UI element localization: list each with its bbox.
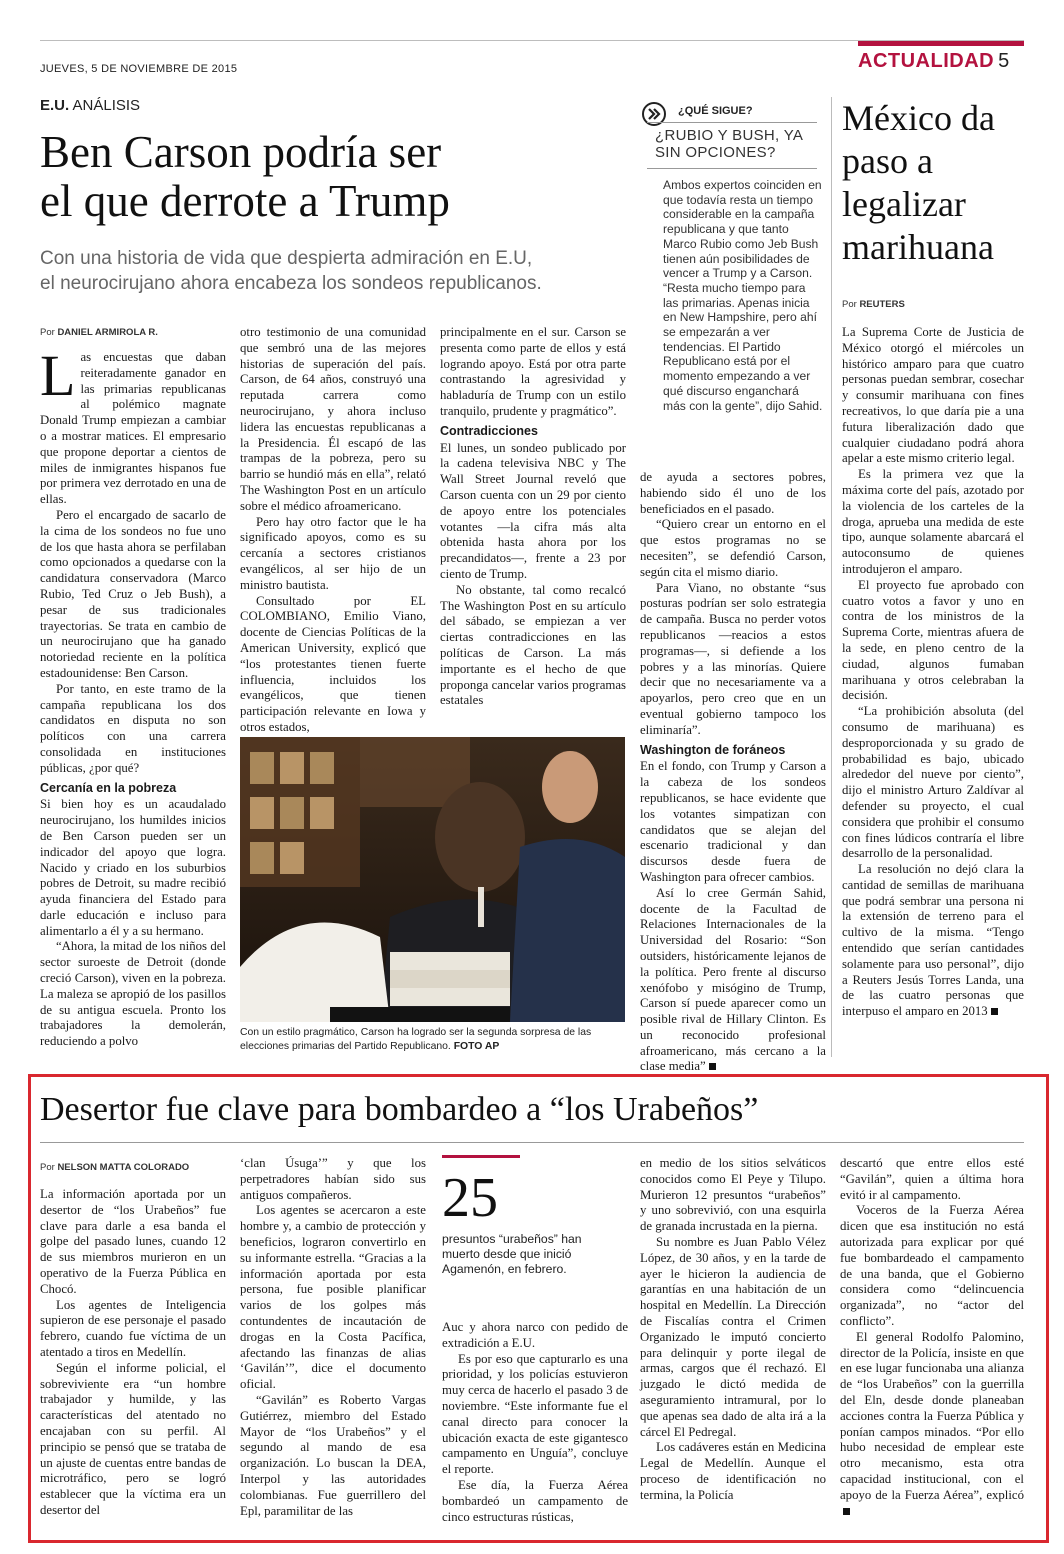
main-column-3	[440, 325, 626, 709]
headline-line-1: Ben Carson podría ser	[40, 127, 442, 177]
end-mark	[843, 1508, 850, 1515]
subhead: Washington de foráneos	[640, 742, 786, 757]
bottom-column-2	[240, 1156, 426, 1519]
main-column-4	[640, 470, 826, 1075]
caption-text: Con un estilo pragmático, Carson ha logrado ser la segunda sorpresa de las elecciones primarias del Partido Republicano.	[240, 1027, 592, 1052]
bottom-headline: Desertor fue clave para bombardeo a “los Urabeños”	[40, 1091, 759, 1128]
paragraph-text: Así lo cree Germán Sahid, docente de la Facultad de Relaciones Internacionales de la Universidad del Rosario: “Son outsiders, históricamente lejanos de la política. Pero frente al discurso xenófobo y misógino de Trump, Carson sí puede aparecer como un posible rival de Hillary Clinton. Es un reconocido profesional afroamericano, más cercano a la clase media”	[640, 885, 826, 1074]
number-accent-bar	[442, 1155, 520, 1158]
paragraph	[640, 886, 826, 1076]
kicker-type: ANÁLISIS	[72, 97, 141, 114]
subhead: Contradicciones	[440, 423, 538, 438]
end-mark	[709, 1063, 716, 1070]
end-mark	[991, 1008, 998, 1015]
paragraph: El proyecto fue aprobado con cuatro votos a favor y uno en contra de los ministros de la Suprema Corte, mientras afuera de la sede, en pleno centro de la ciudad, algunos fumaban marihuana y otros celebraban la decisión.	[842, 577, 1024, 703]
paragraph: descartó que entre ellos esté “Gavilán”, quien a última hora evitó ir al campamento.	[840, 1156, 1024, 1202]
paragraph: “Gavilán” es Roberto Vargas Gutiérrez, miembro del Estado Mayor de “los Urabeños” y el segundo al mando de esa organización. Lo buscan la DEA, Interpol y las autoridades colombianas. Fue guerrillero del Epl, paramilitar de las	[240, 1392, 426, 1518]
news-photo	[240, 737, 625, 1022]
paragraph: El lunes, un sondeo publicado por la cadena televisiva NBC y The Wall Street Journal reveló que Carson cuenta con un 29 por ciento de apoyo entre los potenciales votantes —la cifra más alta obtenida hasta ahora por los precandidatos—, frente a 23 por ciento de Trump.	[440, 440, 626, 581]
paragraph: La Suprema Corte de Justicia de México otorgó el miércoles un histórico amparo para que cuatro personas puedan sembrar, cosechar y consumir marihuana con fines recreativos, lo que daría pie a una futura liberalización dado que cualquier ciudadano podrá ahora apelar a este mismo criterio legal.	[842, 325, 1024, 466]
paragraph: No obstante, tal como recalcó The Washington Post en su artículo del sábado, se empiezan a ver ciertas contradicciones en las políticas de Carson. La más importante es el hecho de que proponga cancelar varios programas estatales	[440, 582, 626, 708]
paragraph	[842, 862, 1024, 1020]
mexico-column	[842, 325, 1024, 1020]
sidebar-rule-top	[647, 122, 817, 123]
paragraph: Es la primera vez que la máxima corte del país, azotado por la violencia de los carteles de la droga, aprueba una medida de este tipo, aunque solamente abarcará el autoconsumo de quienes introdujeron el amparo.	[842, 467, 1024, 576]
dek-line-2: el neurocirujano ahora encabeza los sondeos republicanos.	[40, 273, 542, 294]
paragraph: Consultado por EL COLOMBIANO, Emilio Viano, docente de Ciencias Políticas de la American University, explicó que “los protestantes tienen fuerte influencia, incluidos los evangélicos, que tienen participación relevante en Iowa y otros estados,	[240, 593, 426, 734]
paragraph: Auc y ahora narco con pedido de extradición a E.U.	[442, 1320, 628, 1350]
bottom-column-4	[640, 1156, 826, 1504]
page-number: 5	[998, 50, 1010, 72]
article-kicker	[40, 97, 140, 114]
paragraph: Por tanto, en este tramo de la campaña republicana los dos candidatos en disputa no son políticos con una carrera consolidada en instituciones públicas, ¿por qué?	[40, 681, 226, 775]
byline-prefix: Por	[842, 299, 857, 310]
paragraph: principalmente en el sur. Carson se presenta como parte de ellos y está logrando apoyo. Está por otra parte contrastando la agresividad y habladuría de Trump con un estilo tranquilo, prudente y pragmático”.	[440, 325, 626, 418]
sidebar-question: ¿RUBIO Y BUSH, YA SIN OPCIONES?	[655, 127, 803, 161]
paragraph-text: as encuestas que daban reiteradamente ganador en las primarias republicanas al polémico magnate Donald Trump empiezan a cambiar o a mostrar matices. El empresario que propone deportar a cientos de miles de inmigrantes hispanos fue por primera vez derrotado en una de ellas.	[40, 350, 226, 507]
paragraph: ‘clan Úsuga’” y que los perpetradores habían sido sus antiguos compañeros.	[240, 1156, 426, 1202]
kicker-country: E.U.	[40, 97, 70, 114]
section-name: ACTUALIDAD	[858, 50, 995, 72]
paragraph: Voceros de la Fuerza Aérea dicen que esa institución no está autorizada para explicar por qué fue bombardeado el campamento de una banda, que el Gobierno considera como “delincuencia organizada”, no “actor del conflicto”.	[840, 1203, 1024, 1328]
paragraph: Los agentes se acercaron a este hombre y, a cambio de protección y beneficios, lograron convertirlo en su informante estrella. “Gracias a la información aportada por esta persona, fue posible planificar varios de los golpes más contundentes de incautación de drogas en la Costa Pacífica, afectando las finanzas de alias ‘Gavilán’”, dice el documento oficial.	[240, 1203, 426, 1392]
paragraph: Es por eso que capturarlo es una prioridad, y los policías estuvieron muy cerca de hacerlo el pasado 3 de noviembre. “Este informante fue el canal directo para conocer la ubicación exacta de este gigantesco campamento en Unguía”, concluye el reporte.	[442, 1351, 628, 1477]
sidebar-body: Ambos expertos coinciden en que todavía resta un tiempo considerable en la campaña republicana y que tanto Marco Rubio como Jeb Bush tienen aún posibilidades de vencer a Trump y a Carson. “Resta mucho tiempo para las primarias. Apenas inicia en New Hampshire, pero ahí se empezarán a ver tendencias. El Partido Republicano está por el momento empezando a ver qué discurso enganchará más con la gente”, dijo Sahid.	[663, 178, 823, 413]
subhead: Cercanía en la pobreza	[40, 780, 177, 795]
big-number: 25	[442, 1167, 498, 1229]
main-column-1	[40, 343, 226, 1050]
bottom-headline-rule	[40, 1142, 1024, 1143]
bottom-column-1	[40, 1187, 226, 1519]
paragraph	[840, 1330, 1024, 1520]
bottom-byline	[40, 1162, 189, 1173]
paragraph: Ese día, la Fuerza Aérea bombardeó un campamento de cinco estructuras rústicas,	[442, 1477, 628, 1524]
mexico-headline: México da paso a legalizar marihuana	[842, 98, 995, 267]
paragraph: Los cadáveres están en Medicina Legal de Medellín. Aunque el proceso de identificación no termina, la Policía	[640, 1440, 826, 1502]
section-label	[858, 50, 1010, 73]
paragraph: La información aportada por un desertor de “los Urabeños” fue clave para darle a esa banda el golpe del pasado lunes, cuando 12 de sus miembros murieron en un operativo de la Fuerza Pública en Chocó.	[40, 1187, 226, 1296]
column-divider	[831, 97, 832, 1057]
bottom-column-3	[442, 1320, 628, 1525]
paragraph-text: La resolución no dejó clara la cantidad de semillas de marihuana que podrá sembrar una persona ni la extensión de terreno para el cultivo de la misma. “Tengo entendido que serían cantidades solamente para uso personal”, dijo a Reuters Jesús Torres Landa, una de las cuatro personas que interpuso el amparo en 2013	[842, 862, 1024, 1019]
paragraph: “Ahora, la mitad de los niños del sector suroeste de Detroit (donde creció Carson), viven en la pobreza. La maleza se apropió de los pasillos de su antigua escuela. Pronto los trabajadores la demolerán, reduciendo a polvo	[40, 939, 226, 1049]
main-headline	[40, 128, 640, 226]
paragraph: “La prohibición absoluta (del consumo de marihuana) es desproporcionada y su grado de probabilidad es bajo, ubicado alrededor del nueve por ciento”, dijo el ministro Arturo Zaldívar al defender su proyecto, el cual considera que prohibir el consumo con fines lúdicos contraría el libre desarrollo de la personalidad.	[842, 704, 1024, 861]
paragraph: Si bien hoy es un acaudalado neurocirujano, los humildes inicios de Ben Carson pueden ser un indicador del apoyo que logra. Nacido y criado en los suburbios pobres de Detroit, su madre recibió ayuda financiera del Estado para darle educación e incluso para alimentarlo a él y a su hermano.	[40, 797, 226, 938]
sidebar-title: ¿QUÉ SIGUE?	[678, 105, 753, 117]
headline-line-2: el que derrote a Trump	[40, 176, 450, 226]
big-number-caption: presuntos “urabeños” han muerto desde que inició Agamenón, en febrero.	[442, 1232, 582, 1276]
paragraph: Pero hay otro factor que le ha significado apoyos, como es su cercanía a sectores cristianos evangélicos, al ser hijo de un ministro bautista.	[240, 514, 426, 592]
paragraph: “Quiero crear un entorno en el que estos programas no se necesiten”, se defendió Carson, según cita el mismo diario.	[640, 517, 826, 579]
issue-date: JUEVES, 5 DE NOVIEMBRE DE 2015	[40, 63, 238, 75]
bottom-column-5	[840, 1156, 1024, 1519]
byline-author: NELSON MATTA COLORADO	[57, 1162, 190, 1173]
dek-line-1: Con una historia de vida que despierta admiración en E.U,	[40, 248, 533, 269]
paragraph: Pero el encargado de sacarlo de la cima de los sondeos no fue uno de los que hasta ahora se perfilaban como opcionados a quedarse con la candidatura conservadora (Marco Rubio, Ted Cruz o Jeb Bush), a pesar de sus tradicionales trayectorias. Se trata en cambio de un neurocirujano que ha ganado notoriedad reciente en la política estadounidense: Ben Carson.	[40, 507, 226, 680]
paragraph: Los agentes de Inteligencia supieron de ese personaje el pasado febrero, cuando fue víctima de un atentado a tiros en Medellín.	[40, 1297, 226, 1359]
section-color-bar	[858, 41, 1024, 46]
paragraph	[40, 343, 226, 508]
byline-prefix: Por	[40, 1162, 55, 1173]
main-byline	[40, 327, 158, 338]
paragraph: En el fondo, con Trump y Carson a la cabeza de los sondeos republicanos, se hace evidente que los votantes simpatizan con candidatos que se alejan del escenario tradicional y dan discursos desde fuera de Washington para ofrecer cambios.	[640, 759, 826, 884]
paragraph: Según el informe policial, el sobreviviente era “un hombre trabajador y humilde, y las características del atentado no encajaban con su perfil. Al principio se pensó que se trataba de un ajuste de cuentas entre bandas de microtráfico, pero se logró establecer que la víctima era un desertor del	[40, 1360, 226, 1517]
mexico-byline	[842, 299, 905, 310]
byline-author: DANIEL ARMIROLA R.	[57, 327, 158, 338]
paragraph: Su nombre es Juan Pablo Vélez López, de 30 años, y en la tarde de ayer le hicieron la audiencia de garantías en una habitación de un hospital en Medellín. La Dirección de Fiscalías contra el Crimen Organizado le imputó concierto para delinquir y porte ilegal de armas, cargos que él rechazó. El juzgado le dictó medida de aseguramiento intramural, por lo que apenas sea dado de alta irá a la cárcel El Pedregal.	[640, 1234, 826, 1439]
byline-prefix: Por	[40, 327, 55, 338]
photo-illustration	[240, 737, 625, 1022]
paragraph-text: El general Rodolfo Palomino, director de la Policía, insiste en que en ese lugar funcionaba una alianza de “los Urabeños” con la guerrilla del Eln, desde donde planeaban acciones contra la Fuerza Pública y ponían campos minados. “Por ello hubo necesidad de emplear este otro mecanismo, esta otra capacidad institucional, con el apoyo de la Fuerza Aérea”, explicó	[840, 1329, 1024, 1502]
photo-caption	[240, 1026, 625, 1054]
paragraph: de ayuda a sectores pobres, habiendo sido él uno de los beneficiados en el pasado.	[640, 470, 826, 516]
sidebar-rule-bottom	[647, 168, 817, 169]
byline-author: REUTERS	[859, 299, 905, 310]
paragraph: Para Viano, no obstante “sus posturas podrían ser solo estrategia de campaña. Busca no perder votos republicanos —reacios a estos programas—, si defiende a los pobres y a las minorías. Quiere decir que no necesariamente va a apoyarlos, pero creo que en un eventual gobierno tampoco los eliminaría”.	[640, 580, 826, 737]
drop-cap: L	[40, 343, 76, 408]
main-column-2	[240, 325, 426, 736]
photo-credit: FOTO AP	[453, 1041, 500, 1052]
paragraph: otro testimonio de una comunidad que sembró una de las mejores historias de superación del país. Carson, de 64 años, construyó una reputada carrera como neurocirujano, y ahora incluso lidera las encuestas republicanas a la Presidencia. Él escapó de las trampas de la pobreza, pero su barrio se hundió más en ella”, relató The Washington Post en un artículo sobre el médico afroamericano.	[240, 325, 426, 513]
paragraph: en medio de los sitios selváticos conocidos como El Peye y Tilupo. Murieron 12 presuntos “urabeños” y uno sobrevivió, con una esquirla de granada incrustada en la pierna.	[640, 1156, 826, 1234]
main-dek	[40, 246, 630, 296]
